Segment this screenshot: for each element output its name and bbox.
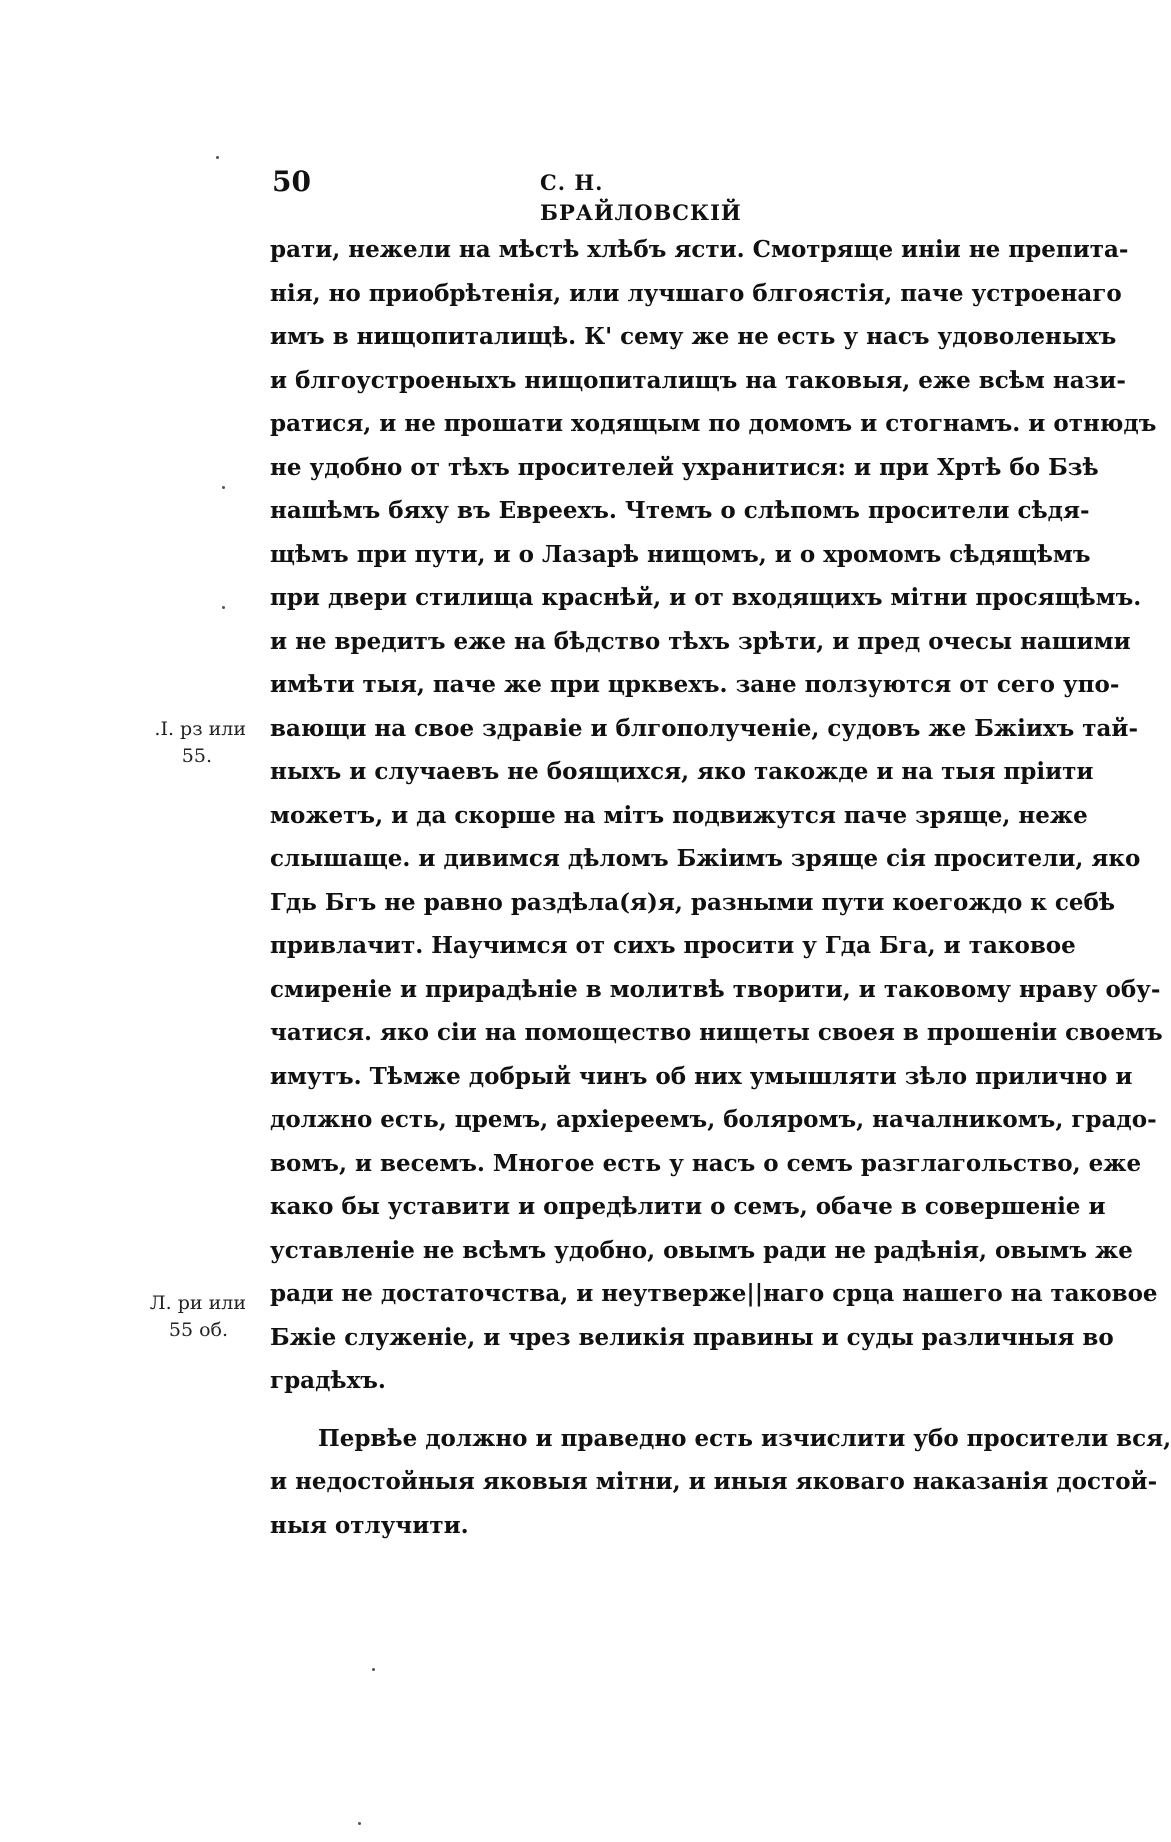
text-line: имѣти тыя, паче же при црквехъ. зане ползуются от сего упо- [270, 671, 1120, 698]
paragraph-1 [270, 228, 1163, 1403]
margin-note-folio-1 [140, 716, 246, 770]
text-line: Первѣе должно и праведно есть изчислити убо просители вся, [318, 1424, 1171, 1452]
margin-note-line: .I. рз или [154, 718, 246, 740]
print-speck [358, 1822, 361, 1825]
text-line: не удобно от тѣхъ просителей ухранитися: и при Хртѣ бо Бзѣ [270, 453, 1099, 481]
text-line: нія, но приобрѣтенія, или лучшаго блгоястія, паче устроенаго [270, 279, 1122, 307]
text-line: имутъ. Тѣмже добрый чинъ об них умышляти зѣло прилично и [270, 1062, 1133, 1090]
running-head: С. Н. БРАЙЛОВСКІЙ [540, 170, 742, 225]
text-line: Бжіе служеніе, и чрез великія правины и суды различныя во [270, 1323, 1114, 1351]
text-line: Гдь Бгъ не равно раздѣла(я)я, разными пути коегождо к себѣ [270, 888, 1116, 916]
text-line: ради не достаточства, и неутверже||наго срца нашего на таковое [270, 1280, 1158, 1307]
margin-note-line: 55 об. [168, 1319, 228, 1341]
text-line: привлачит. Научимся от сихъ просити у Гда Бга, и таковое [270, 932, 1076, 959]
text-line: должно есть, цремъ, архіереемъ, боляромъ, началникомъ, градо- [270, 1106, 1157, 1133]
text-line: вающи на свое здравіе и блгополученіе, судовъ же Бжіихъ тай- [270, 714, 1139, 742]
text-line: чатися. яко сіи на помощество нищеты своея в прошеніи своемъ [270, 1019, 1163, 1046]
margin-note-folio-2 [140, 1290, 246, 1344]
text-line: смиреніе и прирадѣніе в молитвѣ творити, и таковому нраву обу- [270, 975, 1161, 1003]
text-line: слышаще. и дивимся дѣломъ Бжіимъ зряще сія просители, яко [270, 845, 1141, 872]
text-line: ныя отлучити. [270, 1511, 469, 1539]
margin-note-line: 55. [181, 745, 212, 767]
print-speck [372, 1668, 375, 1671]
print-speck [222, 486, 225, 489]
text-line: и блгоустроеныхъ нищопиталищъ на таковыя, еже всѣм нази- [270, 366, 1126, 394]
paragraph-2 [270, 1417, 1171, 1548]
text-line: како бы уставити и опредѣлити о семъ, обаче в совершеніе и [270, 1193, 1106, 1220]
text-line: имъ в нищопиталищѣ. К' сему же не есть у насъ удоволеныхъ [270, 323, 1117, 350]
text-line: при двери стилища краснѣй, и от входящихъ мітни просящѣмъ. [270, 584, 1142, 611]
print-speck [216, 156, 219, 159]
text-line: ныхъ и случаевъ не боящихся, яко такожде и на тыя пріити [270, 758, 1094, 785]
margin-note-line: Л. ри или [149, 1292, 246, 1314]
text-line: градѣхъ. [270, 1367, 386, 1394]
paragraph-gap [270, 1403, 1060, 1417]
text-line: рати, нежели на мѣстѣ хлѣбъ ясти. Смотряще иніи не препита- [270, 236, 1129, 263]
print-speck [222, 606, 225, 609]
text-line: можетъ, и да скорше на мітъ подвижутся паче зряще, неже [270, 801, 1088, 829]
text-line: уставленіе не всѣмъ удобно, овымъ ради не радѣнія, овымъ же [270, 1236, 1133, 1264]
body-text [270, 228, 1171, 1547]
text-line: щѣмъ при пути, и о Лазарѣ нищомъ, и о хромомъ сѣдящѣмъ [270, 540, 1091, 568]
text-line: нашѣмъ бяху въ Евреехъ. Чтемъ о слѣпомъ просители сѣдя- [270, 497, 1090, 524]
text-line: вомъ, и весемъ. Многое есть у насъ о семъ разглагольство, еже [270, 1149, 1142, 1177]
text-line: и не вредитъ еже на бѣдство тѣхъ зрѣти, и пред очесы нашими [270, 627, 1131, 655]
page-number: 50 [272, 165, 311, 198]
text-line: ратися, и не прошати ходящым по домомъ и стогнамъ. и отнюдъ [270, 410, 1157, 437]
text-line: и недостойныя яковыя мітни, и иныя яковаго наказанія достой- [270, 1468, 1158, 1495]
